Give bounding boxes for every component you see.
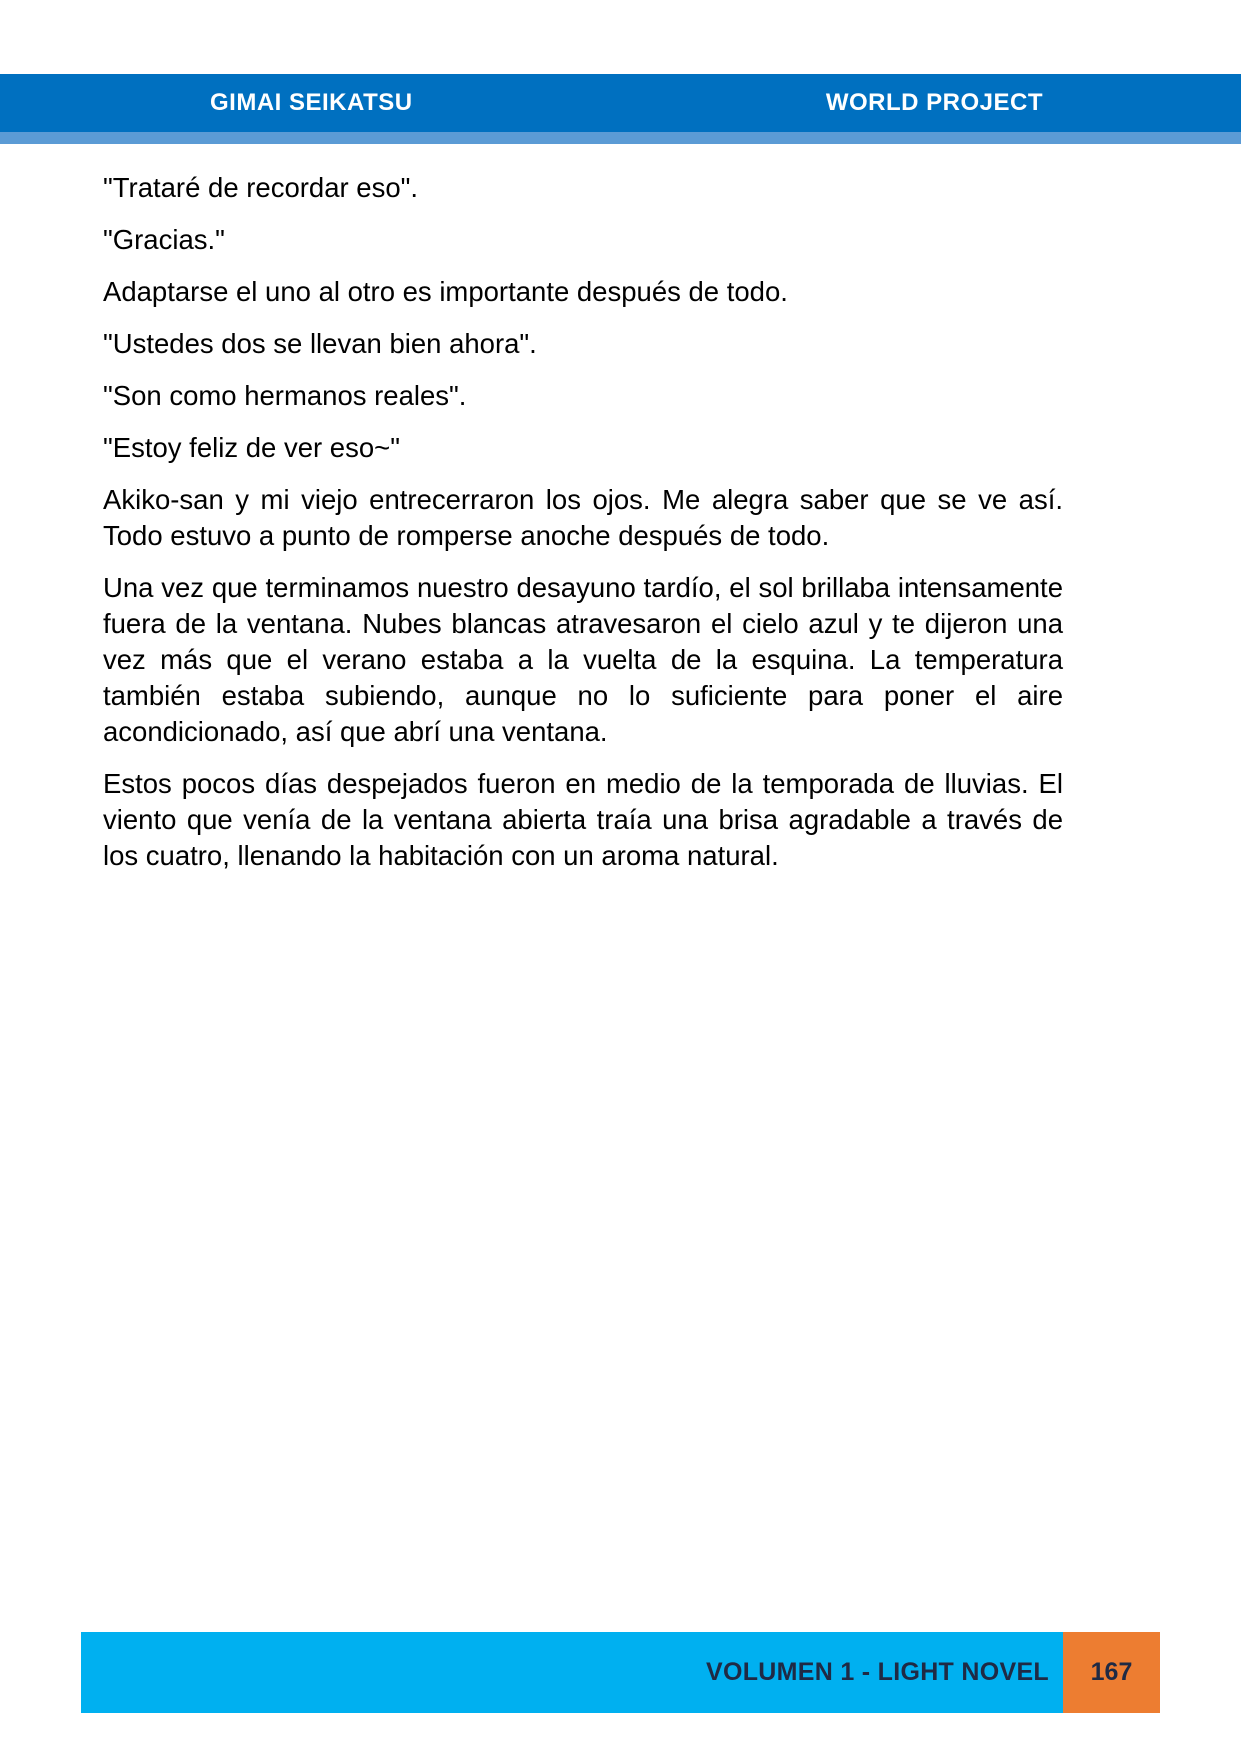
header-bar: [0, 74, 1241, 132]
paragraph: Una vez que terminamos nuestro desayuno tardío, el sol brillaba intensamente fuera de la ventana. Nubes blancas atravesaron el cielo azul y te dijeron una vez más que el verano estaba a la vuelta de la esquina. La temperatura también estaba subiendo, aunque no lo suficiente para poner el aire acondicionado, así que abrí una ventana.: [103, 572, 1063, 747]
series-title: GIMAI SEIKATSU: [210, 89, 413, 116]
paragraph: "Son como hermanos reales".: [103, 380, 467, 411]
paragraph: "Estoy feliz de ver eso~": [103, 432, 400, 463]
paragraph: "Trataré de recordar eso".: [103, 172, 419, 203]
paragraph: Estos pocos días despejados fueron en medio de la temporada de lluvias. El viento que venía de la ventana abierta traía una brisa agradable a través de los cuatro, llenando la habitación con un aroma natural.: [103, 768, 1063, 871]
paragraph: Akiko-san y mi viejo entrecerraron los ojos. Me alegra saber que se ve así. Todo estuvo a punto de romperse anoche después de todo.: [103, 484, 1063, 551]
paragraph: "Ustedes dos se llevan bien ahora".: [103, 328, 537, 359]
paragraph: Adaptarse el uno al otro es importante después de todo.: [103, 276, 788, 307]
volume-label: VOLUMEN 1 - LIGHT NOVEL: [705, 1658, 1049, 1686]
page-body: [103, 170, 1063, 890]
page-number-box: [1063, 1632, 1160, 1713]
header-underline: [0, 132, 1241, 144]
page-number: 167: [1090, 1658, 1133, 1686]
paragraph: "Gracias.": [103, 224, 225, 255]
publisher-title: WORLD PROJECT: [825, 89, 1043, 116]
footer-bar: [81, 1632, 1063, 1713]
